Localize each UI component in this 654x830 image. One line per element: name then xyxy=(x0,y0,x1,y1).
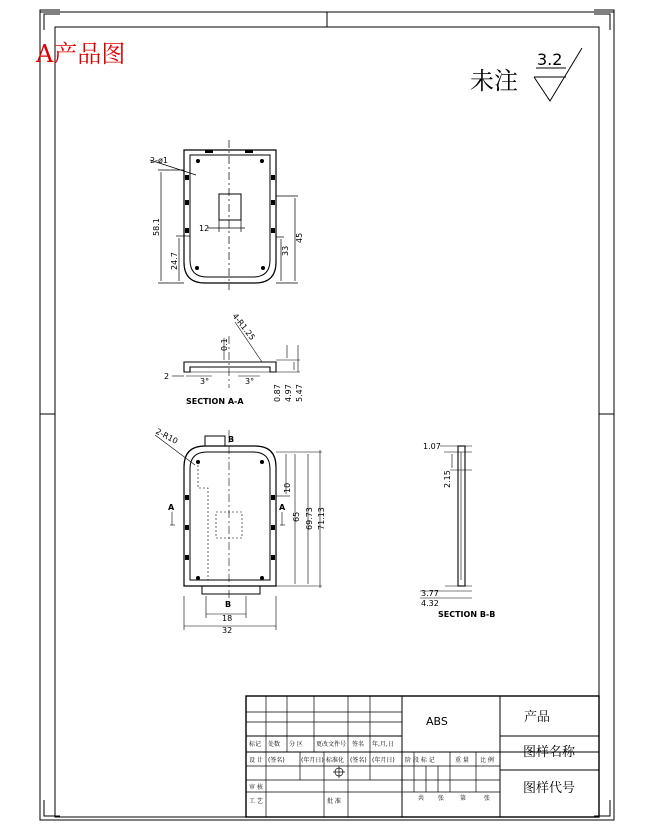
dim-h58: 58.1 xyxy=(152,218,161,236)
dim-w2: 2 xyxy=(164,372,170,381)
design-cell-4: 标准化 xyxy=(326,757,345,764)
design-cell-2: (签名) xyxy=(268,757,285,764)
dim-h33: 33 xyxy=(281,245,290,256)
dim-d377: 3.77 xyxy=(421,589,439,598)
design-cell-6: (年月日) xyxy=(372,757,395,764)
dim-d6973: 69.73 xyxy=(305,507,314,530)
dim-h45: 45 xyxy=(295,232,304,243)
dim-d215: 2.15 xyxy=(443,470,452,488)
dim-t01: 0.1 xyxy=(220,338,229,351)
dim-d7113: 71.13 xyxy=(317,507,326,530)
sheet-no-label: 第 xyxy=(460,795,467,802)
rev-col-6: 年,月,日 xyxy=(372,741,394,748)
process-label: 工 艺 xyxy=(249,798,263,805)
mark-a-left: A xyxy=(168,503,175,512)
dim-radius-bottom: 2-R10 xyxy=(154,426,180,446)
dim-ang1: 3° xyxy=(200,377,210,386)
design-cell-3: (年月日) xyxy=(301,757,324,764)
mark-a-right: A xyxy=(279,503,286,512)
design-cell-1: 设 计 xyxy=(249,757,263,764)
rev-col-4: 更改文件号 xyxy=(316,741,347,748)
check-label: 审 核 xyxy=(249,784,263,791)
section-aa-label: SECTION A-A xyxy=(186,397,244,406)
dim-holes: 2-ø1 xyxy=(150,156,168,165)
dim-h24: 24.7 xyxy=(170,252,179,270)
dim-d32: 32 xyxy=(222,626,233,635)
scale-header: 比 例 xyxy=(480,757,494,764)
sheet-unit-1: 张 xyxy=(438,795,445,802)
material-value: ABS xyxy=(426,715,448,728)
dim-d547: 5.47 xyxy=(295,384,304,402)
sheet-unit-2: 张 xyxy=(484,795,491,802)
weight-header: 重 量 xyxy=(455,757,469,764)
section-bb-label: SECTION B-B xyxy=(438,610,496,619)
inner-frame xyxy=(55,27,599,817)
finish-note: 未注 xyxy=(470,67,518,95)
dim-d497: 4.97 xyxy=(284,384,293,402)
outer-frame xyxy=(40,12,614,820)
dim-width-12: 12 xyxy=(199,224,210,233)
dim-d107: 1.07 xyxy=(423,442,441,451)
rev-col-5: 签名 xyxy=(352,741,365,748)
bottom-view xyxy=(155,430,322,630)
drawing-name-label: 图样名称 xyxy=(523,745,576,760)
sheet-total-label: 共 xyxy=(418,795,425,802)
dim-radius-aa: 4-R1.25 xyxy=(230,311,257,342)
rev-col-3: 分 区 xyxy=(289,741,303,748)
roughness-value: 3.2 xyxy=(537,50,563,69)
drawing-code-label: 图样代号 xyxy=(523,781,576,796)
section-aa-view xyxy=(172,322,300,388)
dim-ang2: 3° xyxy=(245,377,255,386)
dim-d65: 65 xyxy=(292,511,301,522)
drawing-title: A产品图 xyxy=(36,40,126,68)
dim-d10: 10 xyxy=(283,482,292,493)
product-label: 产品 xyxy=(524,710,551,725)
mark-b-bottom: B xyxy=(225,600,232,609)
dim-d432: 4.32 xyxy=(421,599,439,608)
corner-marks xyxy=(40,10,614,820)
dim-d087: 0.87 xyxy=(273,384,282,402)
stage-header: 阶 段 标 记 xyxy=(405,757,435,764)
dim-d18: 18 xyxy=(222,614,233,623)
rev-col-2: 处数 xyxy=(268,741,281,748)
mark-b-top: B xyxy=(228,435,235,444)
design-cell-5: (签名) xyxy=(350,757,367,764)
center-ticks xyxy=(40,12,614,414)
approve-label: 批 准 xyxy=(327,798,341,805)
rev-col-1: 标记 xyxy=(249,741,262,748)
section-bb-view xyxy=(420,446,472,598)
